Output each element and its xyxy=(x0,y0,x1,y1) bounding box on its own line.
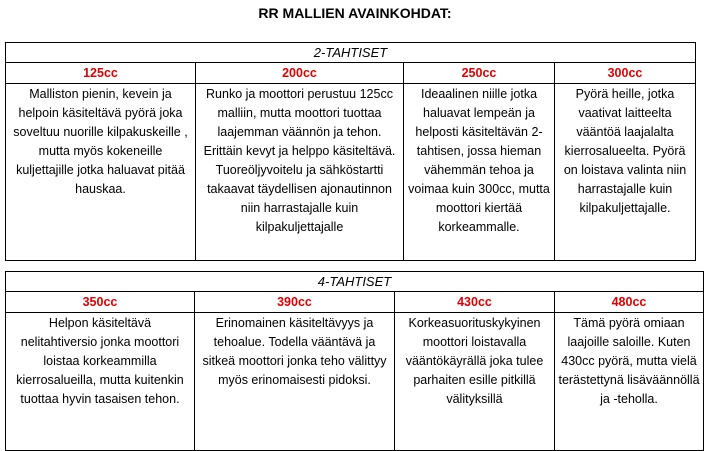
section-header-row xyxy=(6,43,696,63)
engine-size-390cc: 390cc xyxy=(195,292,395,313)
description-430cc: Korkeasuorituskykyinen moottori loistavalla vääntökäyrällä joka tulee parhaiten esille pitkillä välityksillä xyxy=(395,313,555,451)
description-480cc: Tämä pyörä omiaan laajoille saloille. Kuten 430cc pyörä, mutta vielä terästettynä lisäväännöllä ja -teholla. xyxy=(555,313,704,451)
page-title: RR MALLIEN AVAINKOHDAT: xyxy=(258,5,452,21)
description-125cc: Malliston pienin, kevein ja helpoin käsiteltävä pyörä joka soveltuu nuorille kilpakuskeille , mutta myös kokeneille kuljettajille jotka haluavat pitää hauskaa. xyxy=(6,84,196,261)
description-200cc: Runko ja moottori perustuu 125cc malliin, mutta moottori tuottaa laajemman väännön ja tehon. Erittäin kevyt ja helppo käsiteltävä. Tuoreöljyvoitelu ja sähköstartti takaavat täydellisen ajonautinnon niin harrastajalle kuin kilpakuljettajalle xyxy=(196,84,404,261)
engine-size-350cc: 350cc xyxy=(6,292,195,313)
section-header-row xyxy=(6,272,704,292)
section-header-4-tahtiset: 4-TAHTISET xyxy=(6,272,704,292)
description-350cc: Helpon käsiteltävä nelitahtiversio jonka moottori loistaa korkeammilla kierrosalueilla, mutta kuitenkin tuottaa hyvin tasaisen tehon. xyxy=(6,313,195,451)
description-390cc: Erinomainen käsiteltävyys ja tehoalue. Todella vääntävä ja sitkeä moottori jonka teho välittyy myös erinomaisesti pidoksi. xyxy=(195,313,395,451)
engine-size-row xyxy=(6,292,704,313)
engine-size-200cc: 200cc xyxy=(196,63,404,84)
two-stroke-table xyxy=(5,42,696,261)
engine-size-row xyxy=(6,63,696,84)
engine-size-250cc: 250cc xyxy=(404,63,555,84)
description-row xyxy=(6,313,704,451)
engine-size-300cc: 300cc xyxy=(555,63,696,84)
section-header-2-tahtiset: 2-TAHTISET xyxy=(6,43,696,63)
engine-size-430cc: 430cc xyxy=(395,292,555,313)
four-stroke-table xyxy=(5,271,704,451)
engine-size-480cc: 480cc xyxy=(555,292,704,313)
description-row xyxy=(6,84,696,261)
engine-size-125cc: 125cc xyxy=(6,63,196,84)
description-250cc: Ideaalinen niille jotka haluavat lempeän ja helposti käsiteltävän 2-tahtisen, jossa hieman vähemmän tehoa ja voimaa kuin 300cc, mutta moottori kiertää korkeammalle. xyxy=(404,84,555,261)
description-300cc: Pyörä heille, jotka vaativat laitteelta vääntöä laajalalta kierrosalueelta. Pyörä on loistava valinta niin harrastajalle kuin kilpakuljettajalle. xyxy=(555,84,696,261)
